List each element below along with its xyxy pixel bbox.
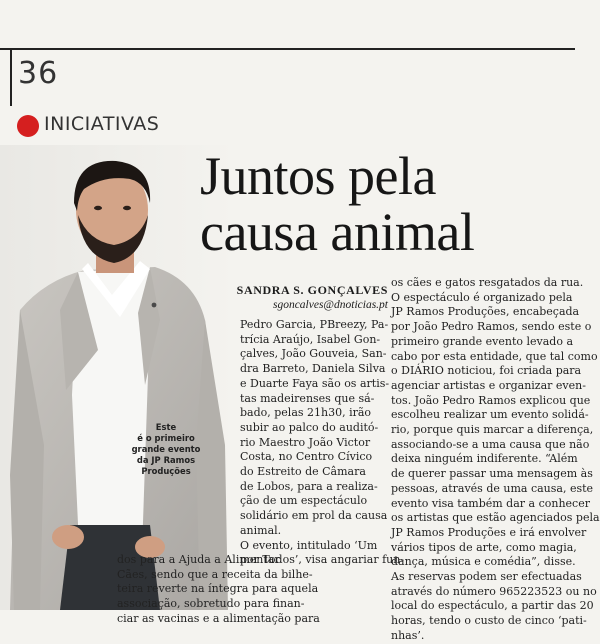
caption-line: da JP Ramos xyxy=(136,455,196,465)
headline-line: Juntos pela xyxy=(200,146,436,206)
text-line: tos. João Pedro Ramos explicou que xyxy=(391,393,591,407)
text-line: através do número 965223523 ou no xyxy=(391,584,597,598)
text-line: JP Ramos Produções, encabeçada xyxy=(391,305,580,319)
text-line: ção de um espectáculo xyxy=(240,494,368,508)
text-line: JP Ramos Produções e irá envolver xyxy=(391,525,587,539)
article-column-1 xyxy=(240,318,405,568)
section-label: INICIATIVAS xyxy=(44,113,160,135)
text-line: por João Pedro Ramos, sendo este o xyxy=(391,320,592,334)
byline xyxy=(218,283,388,311)
text-line: pessoas, através de uma causa, este xyxy=(391,481,594,495)
text-line: os artistas que estão agenciados pela xyxy=(391,511,600,525)
text-line: teira reverte na íntegra para aquela xyxy=(117,582,319,596)
text-line: o DIÁRIO noticiou, foi criada para xyxy=(391,364,582,378)
headline-line: causa animal xyxy=(200,202,475,262)
caption-line: Produções xyxy=(141,466,191,476)
text-line: çalves, João Gouveia, San- xyxy=(240,347,387,361)
text-line: As reservas podem ser efectuadas xyxy=(391,570,582,584)
text-line: animal. xyxy=(240,523,282,537)
text-line: O espectáculo é organizado pela xyxy=(391,290,573,304)
text-line: por Todos’, visa angariar fun- xyxy=(240,553,405,567)
text-line: bado, pelas 21h30, irão xyxy=(240,406,372,420)
text-line: os cães e gatos resgatados da rua. xyxy=(391,276,584,289)
text-line: rio Maestro João Victor xyxy=(240,435,371,449)
text-line: rio, porque quis marcar a diferença, xyxy=(391,423,594,437)
text-line: dra Barreto, Daniela Silva xyxy=(240,362,386,376)
text-line: do Estreito de Câmara xyxy=(240,465,366,479)
text-line: solidário em prol da causa xyxy=(240,509,388,523)
text-line: de Lobos, para a realiza- xyxy=(240,479,378,493)
text-line: escolheu realizar um evento solidá- xyxy=(391,408,589,422)
text-line: evento visa também dar a conhecer xyxy=(391,496,590,510)
text-line: associação, sobretudo para finan- xyxy=(117,597,305,611)
page-number: 36 xyxy=(18,56,59,91)
text-line: Costa, no Centro Cívico xyxy=(240,450,373,464)
caption-line: é o primeiro xyxy=(137,433,195,443)
text-line: Cães, sendo que a receita da bilhe- xyxy=(117,567,313,581)
text-line: tas madeirenses que sá- xyxy=(240,391,375,405)
header-rule xyxy=(0,48,575,50)
text-line: ciar as vacinas e a alimentação para xyxy=(117,611,320,625)
text-line: dança, música e comédia”, disse. xyxy=(391,555,576,569)
text-line: primeiro grande evento levado a xyxy=(391,334,574,348)
text-line: de querer passar uma mensagem às xyxy=(391,467,593,481)
author-name: SANDRA S. GONÇALVES xyxy=(236,283,388,297)
text-line: Pedro Garcia, PBreezy, Pa- xyxy=(240,318,389,331)
author-email[interactable]: sgoncalves@dnoticias.pt xyxy=(272,299,388,311)
text-line: subir ao palco do auditó- xyxy=(240,420,379,434)
text-line: deixa ninguém indiferente. “Além xyxy=(391,452,578,466)
caption-line: Este xyxy=(155,422,177,432)
caption-line: grande evento xyxy=(131,444,201,454)
article-column-2 xyxy=(391,276,600,644)
text-line: cabo por esta entidade, que tal como xyxy=(391,349,598,363)
text-line: vários tipos de arte, como magia, xyxy=(391,540,577,554)
text-line: e Duarte Faya são os artis- xyxy=(240,376,390,390)
text-line: dos para a Ajuda a Alimentar xyxy=(117,553,280,566)
text-line: O evento, intitulado ‘Um xyxy=(240,538,378,552)
section-dot-icon xyxy=(17,115,39,137)
page-number-rule xyxy=(10,48,12,106)
text-line: local do espectáculo, a partir das 20 xyxy=(391,599,594,613)
text-line: associando-se a uma causa que não xyxy=(391,437,590,451)
headline xyxy=(200,148,570,260)
photo-caption xyxy=(126,422,206,477)
text-line: trícia Araújo, Isabel Gon- xyxy=(240,332,381,346)
text-line: horas, tendo o custo de cinco ‘pati- xyxy=(391,614,587,628)
text-line: nhas’. xyxy=(391,628,425,642)
text-line: agenciar artistas e organizar even- xyxy=(391,378,586,392)
article-column-1-wide xyxy=(117,553,405,627)
